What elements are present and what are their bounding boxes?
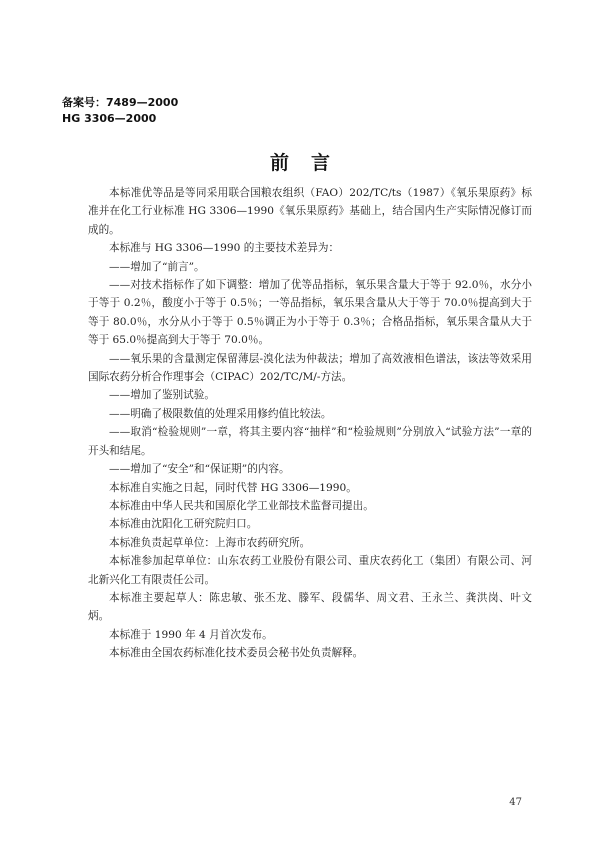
document-header — [62, 95, 178, 127]
paragraph-adoption: 本标准优等品是等同采用联合国粮农组织（FAO）202/TC/ts（1987）《氧乐果原药》标准并在化工行业标准 HG 3306—1990《氧乐果原药》基础上，结合国内生产实际情况修订而成的。 — [88, 187, 532, 236]
paragraph-main-drafters: 本标准主要起草人：陈忠敏、张丕龙、滕军、段儒华、周文君、王永兰、龚洪岗、叶文炳。 — [88, 591, 532, 623]
list-item-identification-test: ——增加了鉴别试验。 — [109, 389, 215, 402]
page-number: 47 — [509, 797, 522, 808]
list-item-safety-warranty: ——增加了“安全”和“保证期”的内容。 — [109, 463, 290, 476]
paragraph-interpretation: 本标准由全国农药标准化技术委员会秘书处负责解释。 — [109, 647, 364, 660]
paragraph-drafting-unit: 本标准负责起草单位：上海市农药研究所。 — [109, 536, 311, 549]
paragraph-replacement: 本标准自实施之日起，同时代替 HG 3306—1990。 — [109, 481, 357, 494]
list-item-foreword-added: ——增加了“前言”。 — [109, 260, 205, 273]
list-item-limit-values: ——明确了极限数值的处理采用修约值比较法。 — [109, 407, 332, 420]
list-item-inspection-rules: ——取消“检验规则”一章，将其主要内容“抽样”和“检验规则”分别放入“试验方法”一章的开头和结尾。 — [88, 426, 532, 457]
record-number: 备案号：7489—2000 — [62, 96, 179, 109]
foreword-body — [88, 184, 532, 663]
paragraph-first-issued: 本标准于 1990 年 4 月首次发布。 — [109, 628, 273, 641]
section-title: 前言 — [269, 152, 352, 174]
paragraph-centralized-by: 本标准由沈阳化工研究院归口。 — [109, 518, 258, 531]
paragraph-proposer: 本标准由中华人民共和国原化学工业部技术监督司提出。 — [109, 499, 374, 512]
list-item-content-determination: ——氧乐果的含量测定保留薄层-溴化法为仲裁法；增加了高效液相色谱法，该法等效采用国际农药分析合作理事会（CIPAC）202/TC/M/-方法。 — [88, 352, 532, 384]
standard-number: HG 3306—2000 — [62, 112, 157, 125]
paragraph-participating-units: 本标准参加起草单位：山东农药工业股份有限公司、重庆农药化工（集团）有限公司、河北新兴化工有限责任公司。 — [88, 555, 532, 586]
paragraph-differences-intro: 本标准与 HG 3306—1990 的主要技术差异为： — [109, 242, 340, 255]
list-item-indicator-adjustment: ——对技术指标作了如下调整：增加了优等品指标，氧乐果含量大于等于 92.0％，水分小于等于 0.2％，酸度小于等于 0.5％；一等品指标，氧乐果含量从大于等于 70.0％提高到大于等于 80.0％，水分从小于等于 0.5％调正为小于等于 0.3％；合格品指标，氧乐果含量从大于等于 65.0％提高到大于等于 70.0％。 — [88, 279, 532, 347]
